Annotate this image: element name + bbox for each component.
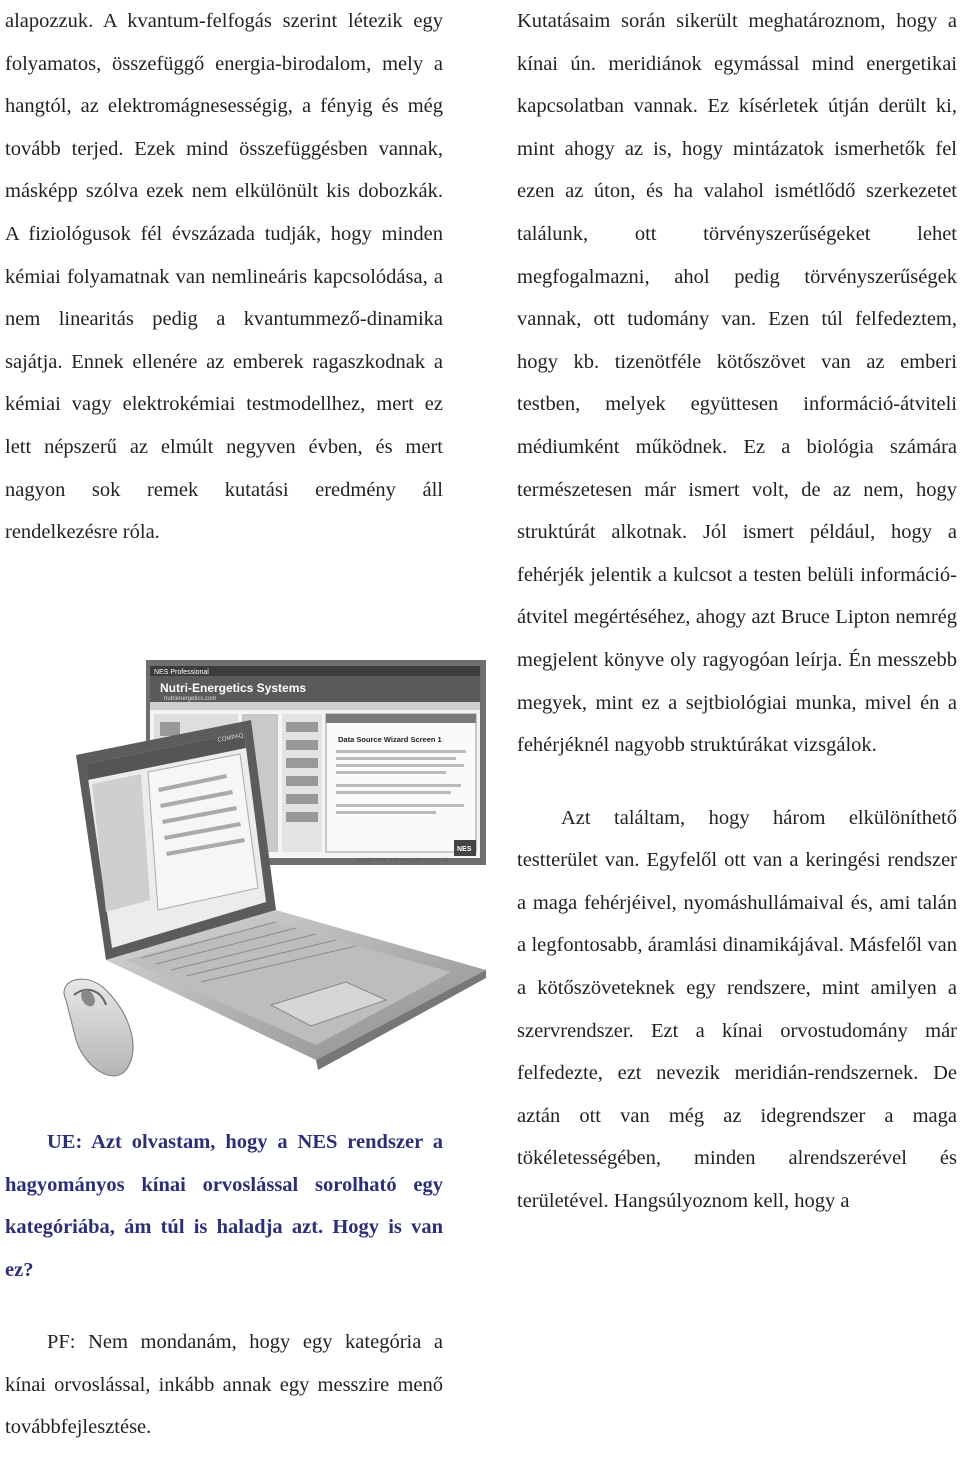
nes-badge: NES bbox=[457, 846, 472, 853]
copyright: Copyright 2006, Nutri-Energetics Systems Ltd bbox=[356, 857, 448, 862]
right-paragraph-2: Azt találtam, hogy három elkülöníthető testterület van. Egyfelől ott van a keringési rendszer a maga fehérjéivel, nyomáshullámaival és, ami talán a legfontosabb, áramlási dinamikájával. Másfelől van a kötőszöveteknek egy rendszere, mint amilyen a szervrendszer. Ezt a kínai orvostudomány már felfedezte, ezt nevezik meridián-rendszernek. De aztán ott van még az idegrendszer a maga tökéletességében, minden alrendszerével és területével. Hangsúlyoznom kell, hogy a bbox=[517, 806, 957, 1213]
app-subtitle: nutrienergetics.com bbox=[164, 696, 217, 702]
window-title: NES Professional bbox=[154, 669, 209, 676]
interview-question: UE: Azt olvastam, hogy a NES rendszer a hagyományos kínai orvoslással sorolható egy kategóriába, ám túl is haladja azt. Hogy is van ez? bbox=[5, 1131, 443, 1281]
laptop-brand: COMPAQ bbox=[217, 733, 245, 744]
nes-laptop-illustration bbox=[46, 660, 486, 1080]
right-column bbox=[517, 0, 957, 1223]
interview-answer: PF: Nem mondanám, hogy egy kategória a kínai orvoslással, inkább annak egy messzire menő továbbfejlesztése. bbox=[5, 1331, 443, 1439]
left-column bbox=[5, 0, 443, 554]
mouse bbox=[64, 979, 133, 1076]
left-paragraph: alapozzuk. A kvantum-felfogás szerint létezik egy folyamatos, összefüggő energia-birodalom, mely a hangtól, az elektromágnesességig, a fényig és még tovább terjed. Ezek mind összefüggésben vannak, másképp szólva ezek nem elkülönült kis dobozkák. A fiziológusok fél évszázada tudják, hogy minden kémiai folyamatnak van nemlineáris kapcsolódása, a nem linearitás pedig a kvantummező-dinamika sajátja. Ennek ellenére az emberek ragaszkodnak a kémiai vagy elektrokémiai testmodellhez, mert ez lett népszerű az elmúlt negyven évben, és mert nagyon sok remek kutatási eredmény áll rendelkezésre róla. bbox=[5, 10, 443, 544]
app-title: Nutri-Energetics Systems bbox=[160, 681, 307, 695]
right-paragraph-1: Kutatásaim során sikerült meghatároznom, hogy a kínai ún. meridiánok egymással mind energetikai kapcsolatban vannak. Ez kísérletek útján derült ki, mint ahogy az is, hogy mintázatok ismerhetők fel ezen az úton, és ha valahol ismétlődő szerkezetet találunk, ott törvényszerűségeket lehet megfogalmazni, ahol pedig törvényszerűségek vannak, ott tudomány van. Ezen túl felfedeztem, hogy kb. tizenötféle kötőszövet van az emberi testben, melyek együttesen információ-átviteli médiumként működnek. Ez a biológia számára természetesen már ismert volt, de az nem, hogy struktúrát alkotnak. Jól ismert például, hogy a fehérjék jelentik a kulcsot a testen belüli információ-átvitel megértéséhez, ahogy azt Bruce Lipton nemrég megjelent könyve oly ragyogóan leírja. Én messzebb megyek, mint ez a sejtbiológiai munka, mivel én a fehérjéknél nagyobb struktúrákat vizsgálok. bbox=[517, 10, 957, 757]
dialog-title: Data Source Wizard Screen 1 bbox=[338, 735, 442, 744]
